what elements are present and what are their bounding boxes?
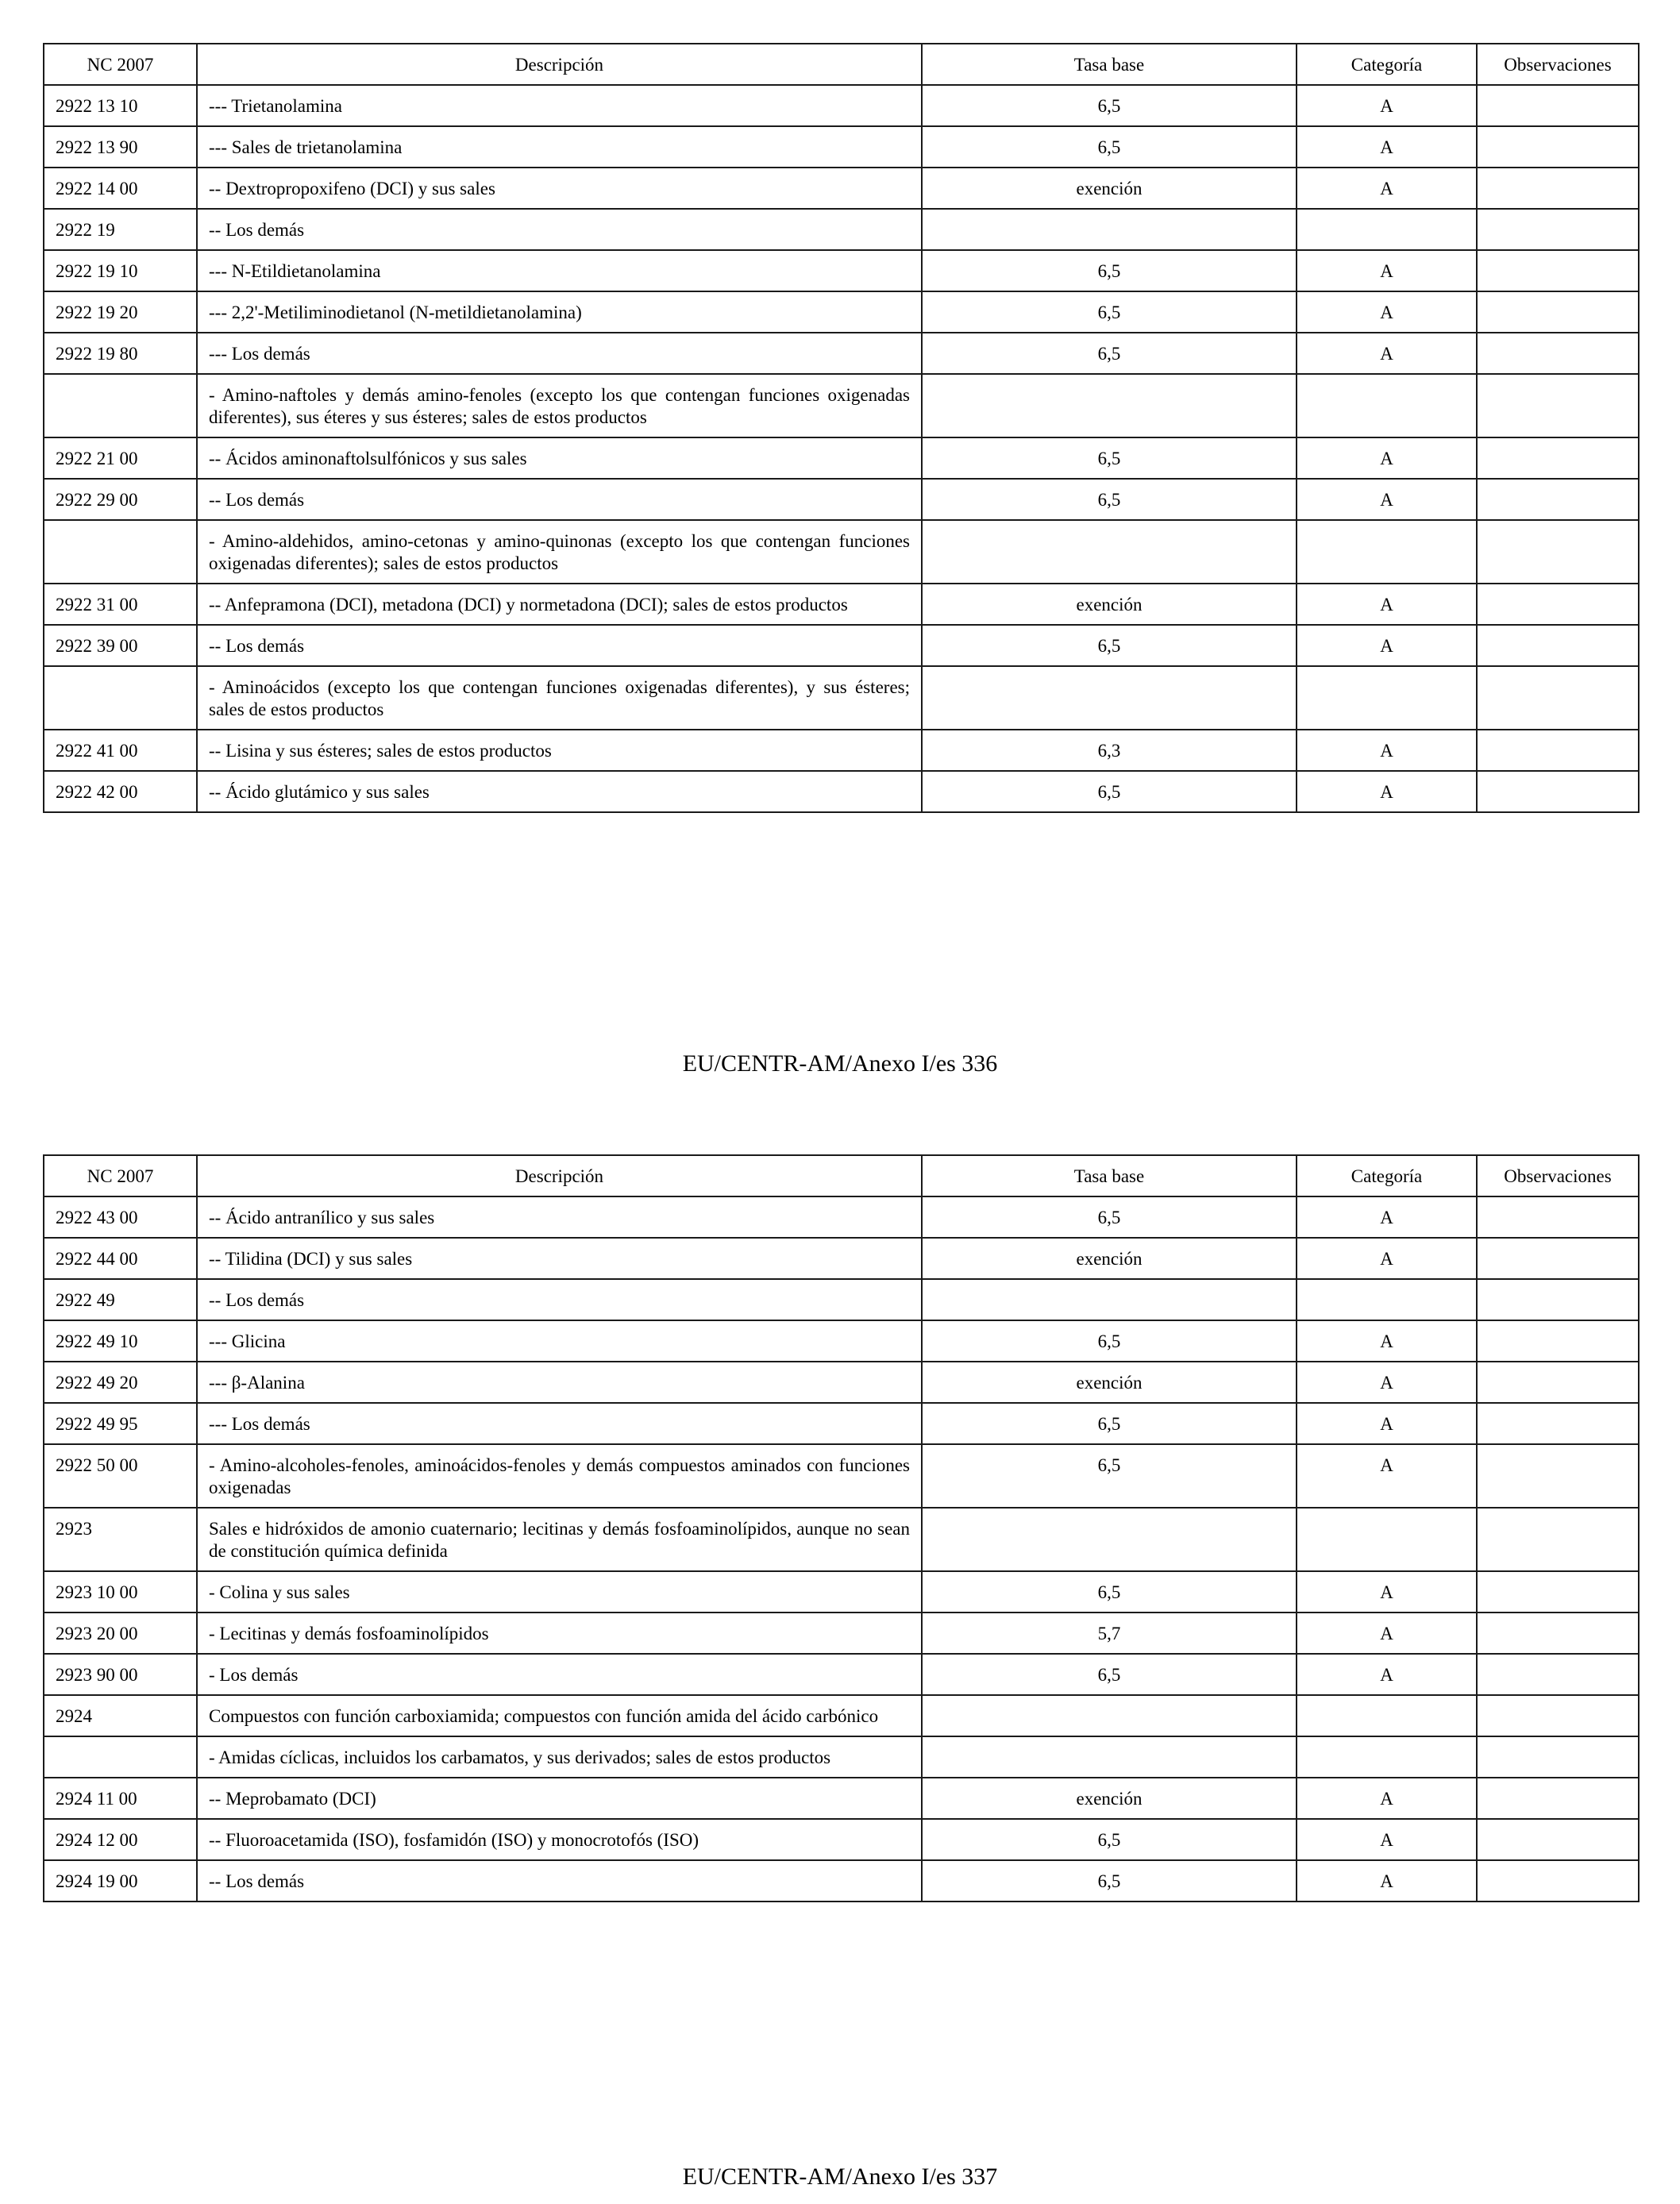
tasa-base-cell: 6,5 [922, 437, 1297, 479]
description-cell: --- N-Etildietanolamina [197, 250, 922, 291]
observaciones-cell [1477, 666, 1639, 730]
tasa-base-cell [922, 374, 1297, 437]
nc-code-cell: 2922 29 00 [44, 479, 197, 520]
header-categoria: Categoría [1297, 44, 1477, 85]
tasa-base-cell: 6,5 [922, 333, 1297, 374]
description-cell: -- Meprobamato (DCI) [197, 1778, 922, 1819]
categoria-cell: A [1297, 1196, 1477, 1238]
description-cell: - Lecitinas y demás fosfoaminolípidos [197, 1613, 922, 1654]
description-cell: - Amino-naftoles y demás amino-fenoles (excepto los que contengan funciones oxigenadas diferentes), sus éteres y sus ésteres; sales de estos productos [197, 374, 922, 437]
observaciones-cell [1477, 1819, 1639, 1860]
table-row [44, 1508, 1639, 1571]
categoria-cell: A [1297, 479, 1477, 520]
observaciones-cell [1477, 625, 1639, 666]
nc-code-cell: 2922 49 95 [44, 1403, 197, 1444]
table-row [44, 584, 1639, 625]
categoria-cell: A [1297, 333, 1477, 374]
categoria-cell: A [1297, 85, 1477, 126]
categoria-cell: A [1297, 168, 1477, 209]
header-observaciones: Observaciones [1477, 1155, 1639, 1196]
categoria-cell: A [1297, 1654, 1477, 1695]
table-header-row [44, 44, 1639, 85]
categoria-cell [1297, 520, 1477, 584]
tasa-base-cell [922, 1508, 1297, 1571]
description-cell: -- Los demás [197, 1860, 922, 1902]
categoria-cell: A [1297, 1362, 1477, 1403]
table-row [44, 1571, 1639, 1613]
table-row [44, 1279, 1639, 1320]
header-nc2007: NC 2007 [44, 44, 197, 85]
nc-code-cell: 2922 19 10 [44, 250, 197, 291]
description-cell: -- Los demás [197, 625, 922, 666]
table-row [44, 250, 1639, 291]
nc-code-cell: 2923 [44, 1508, 197, 1571]
categoria-cell: A [1297, 584, 1477, 625]
observaciones-cell [1477, 1320, 1639, 1362]
page-footer-337: EU/CENTR-AM/Anexo I/es 337 [682, 2164, 998, 2190]
observaciones-cell [1477, 437, 1639, 479]
observaciones-cell [1477, 1571, 1639, 1613]
tasa-base-cell: 6,5 [922, 1320, 1297, 1362]
table-row [44, 1736, 1639, 1778]
tasa-base-cell [922, 520, 1297, 584]
tariff-table-337 [43, 1154, 1640, 1902]
observaciones-cell [1477, 333, 1639, 374]
nc-code-cell: 2923 90 00 [44, 1654, 197, 1695]
tasa-base-cell: 6,5 [922, 85, 1297, 126]
observaciones-cell [1477, 1778, 1639, 1819]
categoria-cell [1297, 1695, 1477, 1736]
header-categoria: Categoría [1297, 1155, 1477, 1196]
description-cell: -- Anfepramona (DCI), metadona (DCI) y normetadona (DCI); sales de estos productos [197, 584, 922, 625]
header-nc2007: NC 2007 [44, 1155, 197, 1196]
table-body [44, 85, 1639, 812]
nc-code-cell: 2922 14 00 [44, 168, 197, 209]
description-cell: - Aminoácidos (excepto los que contengan funciones oxigenadas diferentes), y sus ésteres; sales de estos productos [197, 666, 922, 730]
nc-code-cell [44, 374, 197, 437]
table-row [44, 126, 1639, 168]
table-row [44, 1238, 1639, 1279]
description-cell: -- Los demás [197, 209, 922, 250]
observaciones-cell [1477, 584, 1639, 625]
table-row [44, 1196, 1639, 1238]
description-cell: -- Los demás [197, 479, 922, 520]
description-cell: --- Los demás [197, 1403, 922, 1444]
observaciones-cell [1477, 85, 1639, 126]
tasa-base-cell [922, 209, 1297, 250]
tasa-base-cell: 6,5 [922, 1444, 1297, 1508]
nc-code-cell [44, 666, 197, 730]
description-cell: -- Tilidina (DCI) y sus sales [197, 1238, 922, 1279]
table-row [44, 1819, 1639, 1860]
table-row [44, 1403, 1639, 1444]
categoria-cell: A [1297, 1819, 1477, 1860]
tasa-base-cell: 6,5 [922, 1196, 1297, 1238]
nc-code-cell: 2922 50 00 [44, 1444, 197, 1508]
nc-code-cell: 2924 19 00 [44, 1860, 197, 1902]
description-cell: -- Ácido antranílico y sus sales [197, 1196, 922, 1238]
categoria-cell: A [1297, 1860, 1477, 1902]
observaciones-cell [1477, 730, 1639, 771]
observaciones-cell [1477, 1508, 1639, 1571]
tasa-base-cell: 6,5 [922, 1654, 1297, 1695]
tasa-base-cell: 6,5 [922, 291, 1297, 333]
table-header-row [44, 1155, 1639, 1196]
table-row [44, 209, 1639, 250]
header-descripcion: Descripción [197, 1155, 922, 1196]
header-tasa-base: Tasa base [922, 44, 1297, 85]
tasa-base-cell: 6,5 [922, 1403, 1297, 1444]
table-row [44, 1362, 1639, 1403]
description-cell: -- Los demás [197, 1279, 922, 1320]
table-row [44, 291, 1639, 333]
description-cell: - Los demás [197, 1654, 922, 1695]
nc-code-cell: 2922 49 20 [44, 1362, 197, 1403]
nc-code-cell: 2922 19 20 [44, 291, 197, 333]
description-cell: -- Ácido glutámico y sus sales [197, 771, 922, 812]
tasa-base-cell [922, 1279, 1297, 1320]
nc-code-cell: 2922 13 10 [44, 85, 197, 126]
table-row [44, 85, 1639, 126]
observaciones-cell [1477, 1860, 1639, 1902]
categoria-cell: A [1297, 625, 1477, 666]
description-cell: --- Trietanolamina [197, 85, 922, 126]
tasa-base-cell: 6,5 [922, 126, 1297, 168]
categoria-cell: A [1297, 126, 1477, 168]
observaciones-cell [1477, 168, 1639, 209]
table-body [44, 1196, 1639, 1902]
nc-code-cell: 2922 31 00 [44, 584, 197, 625]
nc-code-cell [44, 520, 197, 584]
tasa-base-cell: exención [922, 168, 1297, 209]
observaciones-cell [1477, 1654, 1639, 1695]
nc-code-cell [44, 1736, 197, 1778]
categoria-cell: A [1297, 250, 1477, 291]
categoria-cell: A [1297, 730, 1477, 771]
table-row [44, 168, 1639, 209]
observaciones-cell [1477, 1238, 1639, 1279]
categoria-cell: A [1297, 1238, 1477, 1279]
observaciones-cell [1477, 1196, 1639, 1238]
table-row [44, 1654, 1639, 1695]
tasa-base-cell: exención [922, 584, 1297, 625]
table-row [44, 479, 1639, 520]
description-cell: --- 2,2'-Metiliminodietanol (N-metildietanolamina) [197, 291, 922, 333]
table-row [44, 520, 1639, 584]
description-cell: --- Sales de trietanolamina [197, 126, 922, 168]
description-cell: - Amino-aldehidos, amino-cetonas y amino-quinonas (excepto los que contengan funciones oxigenadas diferentes); sales de estos productos [197, 520, 922, 584]
nc-code-cell: 2922 44 00 [44, 1238, 197, 1279]
table-row [44, 1860, 1639, 1902]
observaciones-cell [1477, 1736, 1639, 1778]
nc-code-cell: 2922 19 80 [44, 333, 197, 374]
categoria-cell: A [1297, 1613, 1477, 1654]
nc-code-cell: 2922 42 00 [44, 771, 197, 812]
table-row [44, 771, 1639, 812]
observaciones-cell [1477, 1613, 1639, 1654]
description-cell: -- Lisina y sus ésteres; sales de estos productos [197, 730, 922, 771]
categoria-cell: A [1297, 1320, 1477, 1362]
tasa-base-cell: 6,3 [922, 730, 1297, 771]
nc-code-cell: 2923 10 00 [44, 1571, 197, 1613]
observaciones-cell [1477, 520, 1639, 584]
description-cell: Compuestos con función carboxiamida; compuestos con función amida del ácido carbónico [197, 1695, 922, 1736]
categoria-cell [1297, 1279, 1477, 1320]
categoria-cell: A [1297, 437, 1477, 479]
tasa-base-cell: 6,5 [922, 479, 1297, 520]
table-row [44, 1778, 1639, 1819]
tariff-table-336 [43, 43, 1640, 813]
nc-code-cell: 2922 49 10 [44, 1320, 197, 1362]
categoria-cell [1297, 374, 1477, 437]
tasa-base-cell: 6,5 [922, 250, 1297, 291]
tasa-base-cell [922, 1736, 1297, 1778]
table-row [44, 1613, 1639, 1654]
nc-code-cell: 2922 43 00 [44, 1196, 197, 1238]
observaciones-cell [1477, 209, 1639, 250]
table-row [44, 374, 1639, 437]
header-descripcion: Descripción [197, 44, 922, 85]
tasa-base-cell: exención [922, 1362, 1297, 1403]
observaciones-cell [1477, 250, 1639, 291]
observaciones-cell [1477, 291, 1639, 333]
categoria-cell: A [1297, 1778, 1477, 1819]
tasa-base-cell: 6,5 [922, 1571, 1297, 1613]
categoria-cell [1297, 209, 1477, 250]
header-tasa-base: Tasa base [922, 1155, 1297, 1196]
observaciones-cell [1477, 1279, 1639, 1320]
header-observaciones: Observaciones [1477, 44, 1639, 85]
tasa-base-cell: 6,5 [922, 1860, 1297, 1902]
description-cell: - Amino-alcoholes-fenoles, aminoácidos-fenoles y demás compuestos aminados con funciones oxigenadas [197, 1444, 922, 1508]
nc-code-cell: 2922 39 00 [44, 625, 197, 666]
categoria-cell [1297, 1508, 1477, 1571]
description-cell: -- Ácidos aminonaftolsulfónicos y sus sales [197, 437, 922, 479]
tasa-base-cell: 6,5 [922, 771, 1297, 812]
description-cell: --- Los demás [197, 333, 922, 374]
nc-code-cell: 2922 19 [44, 209, 197, 250]
categoria-cell: A [1297, 1444, 1477, 1508]
categoria-cell: A [1297, 771, 1477, 812]
categoria-cell: A [1297, 1403, 1477, 1444]
observaciones-cell [1477, 374, 1639, 437]
tasa-base-cell: exención [922, 1778, 1297, 1819]
tasa-base-cell [922, 1695, 1297, 1736]
nc-code-cell: 2922 41 00 [44, 730, 197, 771]
description-cell: -- Dextropropoxifeno (DCI) y sus sales [197, 168, 922, 209]
table-row [44, 666, 1639, 730]
tasa-base-cell: 6,5 [922, 1819, 1297, 1860]
observaciones-cell [1477, 771, 1639, 812]
nc-code-cell: 2922 13 90 [44, 126, 197, 168]
description-cell: - Amidas cíclicas, incluidos los carbamatos, y sus derivados; sales de estos productos [197, 1736, 922, 1778]
tasa-base-cell: 6,5 [922, 625, 1297, 666]
table-row [44, 730, 1639, 771]
tasa-base-cell: exención [922, 1238, 1297, 1279]
table-row [44, 437, 1639, 479]
tasa-base-cell [922, 666, 1297, 730]
observaciones-cell [1477, 1695, 1639, 1736]
categoria-cell: A [1297, 1571, 1477, 1613]
observaciones-cell [1477, 479, 1639, 520]
observaciones-cell [1477, 1362, 1639, 1403]
description-cell: - Colina y sus sales [197, 1571, 922, 1613]
nc-code-cell: 2924 12 00 [44, 1819, 197, 1860]
table-row [44, 333, 1639, 374]
nc-code-cell: 2922 21 00 [44, 437, 197, 479]
description-cell: --- β-Alanina [197, 1362, 922, 1403]
categoria-cell: A [1297, 291, 1477, 333]
description-cell: -- Fluoroacetamida (ISO), fosfamidón (ISO) y monocrotofós (ISO) [197, 1819, 922, 1860]
description-cell: --- Glicina [197, 1320, 922, 1362]
nc-code-cell: 2924 11 00 [44, 1778, 197, 1819]
observaciones-cell [1477, 126, 1639, 168]
observaciones-cell [1477, 1403, 1639, 1444]
table-row [44, 1444, 1639, 1508]
nc-code-cell: 2922 49 [44, 1279, 197, 1320]
categoria-cell [1297, 666, 1477, 730]
observaciones-cell [1477, 1444, 1639, 1508]
nc-code-cell: 2924 [44, 1695, 197, 1736]
nc-code-cell: 2923 20 00 [44, 1613, 197, 1654]
categoria-cell [1297, 1736, 1477, 1778]
tasa-base-cell: 5,7 [922, 1613, 1297, 1654]
table-row [44, 625, 1639, 666]
page-footer-336: EU/CENTR-AM/Anexo I/es 336 [682, 1050, 998, 1077]
description-cell: Sales e hidróxidos de amonio cuaternario; lecitinas y demás fosfoaminolípidos, aunque no sean de constitución química definida [197, 1508, 922, 1571]
table-row [44, 1695, 1639, 1736]
table-row [44, 1320, 1639, 1362]
